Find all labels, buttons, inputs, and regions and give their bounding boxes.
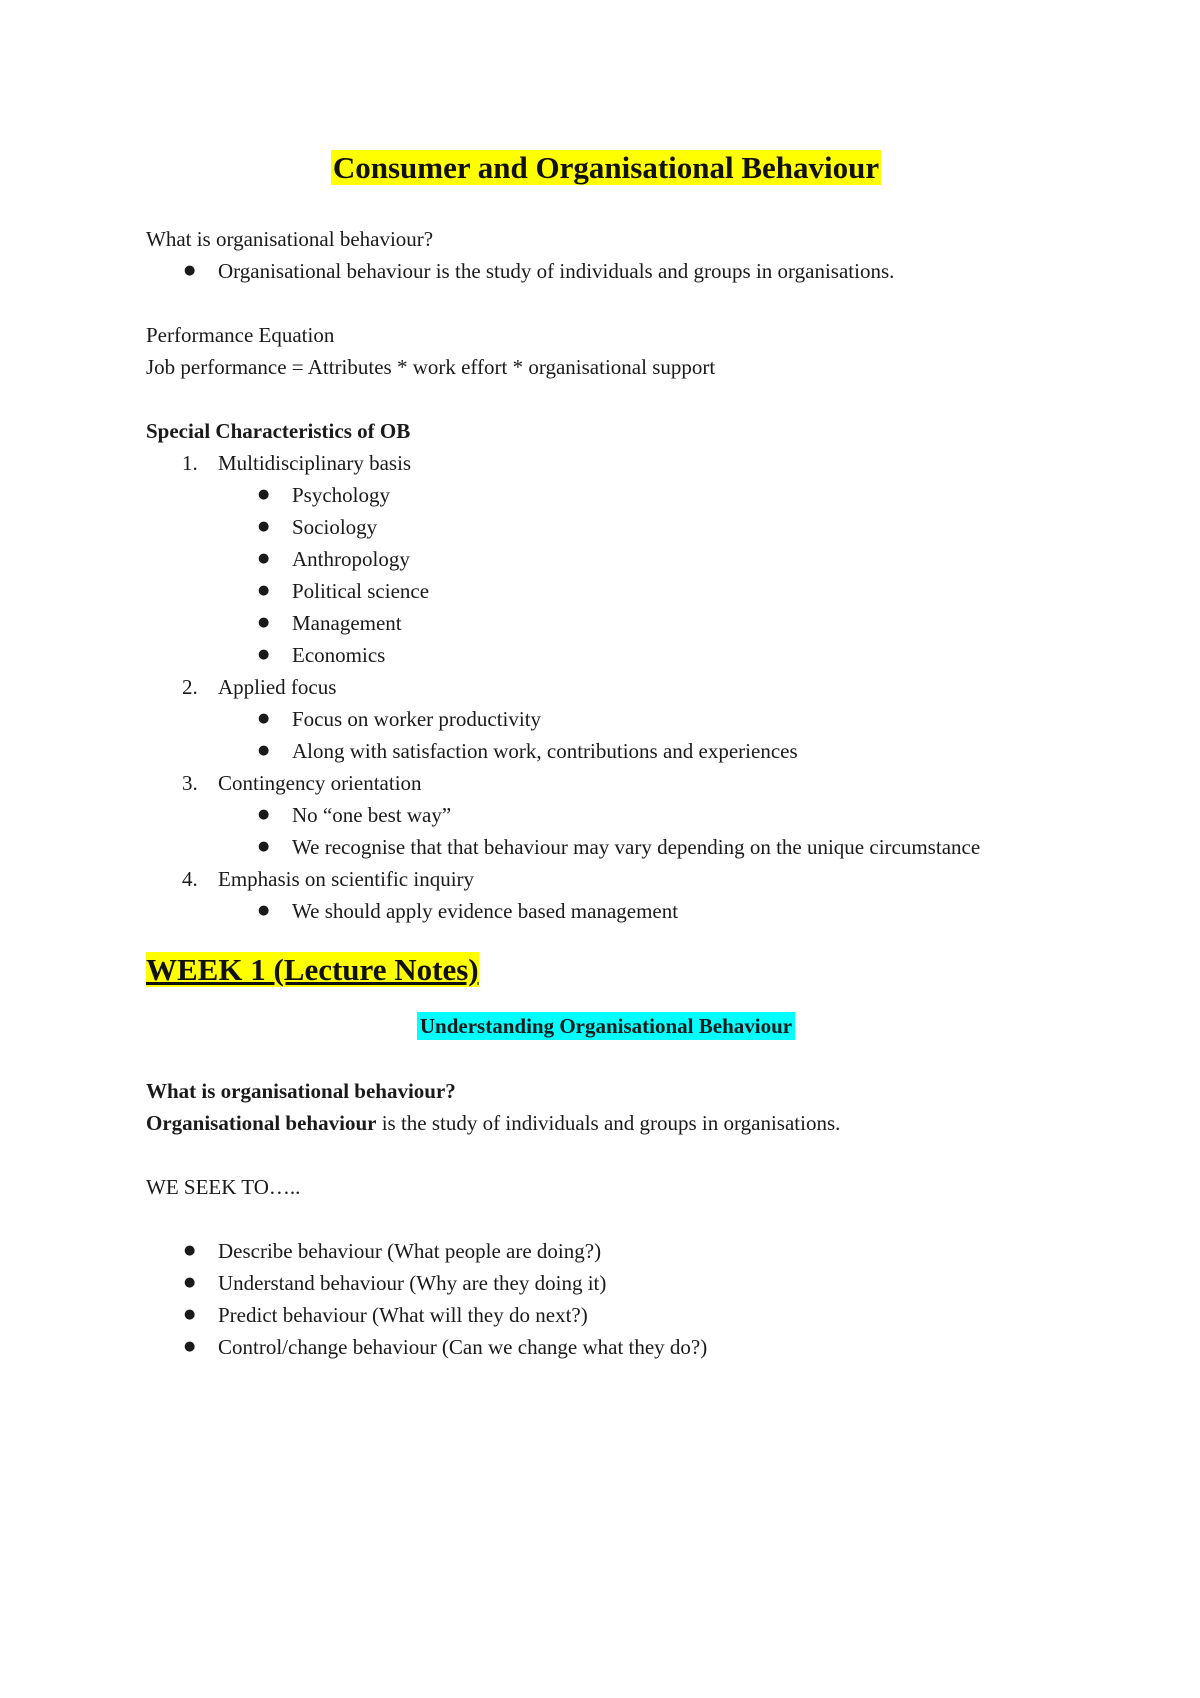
definition-text: is the study of individuals and groups in organisations.	[376, 1111, 841, 1135]
item-label: Contingency orientation	[218, 771, 422, 795]
intro-bullet: ● Organisational behaviour is the study of individuals and groups in organisations.	[146, 255, 1066, 287]
sub-bullet: ● No “one best way”	[146, 799, 1066, 831]
week-heading: WEEK 1 (Lecture Notes)	[146, 952, 479, 987]
item-label: Applied focus	[218, 675, 337, 699]
item-label: Multidisciplinary basis	[218, 451, 412, 475]
special-item	[146, 767, 1066, 799]
sub-bullet: ● We recognise that that behaviour may vary depending on the unique circumstance	[146, 831, 1066, 863]
sub-bullet: ● We should apply evidence based management	[146, 895, 1066, 927]
special-heading: Special Characteristics of OB	[146, 419, 411, 443]
item-label: Emphasis on scientific inquiry	[218, 867, 475, 891]
special-item	[146, 863, 1066, 895]
special-item	[146, 447, 1066, 479]
spacer	[146, 191, 1066, 223]
item-number: 1.	[182, 451, 198, 475]
seek-bullet: ● Understand behaviour (Why are they doing it)	[146, 1267, 1066, 1299]
section-subheading: Understanding Organisational Behaviour	[417, 1012, 795, 1040]
sub-bullet: ● Political science	[146, 575, 1066, 607]
seek-bullet: ● Predict behaviour (What will they do next?)	[146, 1299, 1066, 1331]
spacer	[146, 287, 1066, 319]
item-number: 4.	[182, 867, 198, 891]
week-heading-row	[146, 945, 1066, 995]
spacer	[146, 1203, 1066, 1235]
performance-heading: Performance Equation	[146, 323, 335, 347]
document-page	[146, 145, 1066, 1363]
special-item	[146, 671, 1066, 703]
seek-heading: WE SEEK TO…..	[146, 1175, 301, 1199]
seek-bullet: ● Describe behaviour (What people are doing?)	[146, 1235, 1066, 1267]
sub-bullet: ● Economics	[146, 639, 1066, 671]
item-number: 3.	[182, 771, 198, 795]
spacer	[146, 383, 1066, 415]
intro-question: What is organisational behaviour?	[146, 227, 434, 251]
item-number: 2.	[182, 675, 198, 699]
document-title: Consumer and Organisational Behaviour	[332, 150, 880, 185]
sub-bullet: ● Psychology	[146, 479, 1066, 511]
spacer	[146, 1139, 1066, 1171]
sub-bullet: ● Focus on worker productivity	[146, 703, 1066, 735]
definition-term: Organisational behaviour	[146, 1111, 377, 1135]
subheading-row	[146, 1009, 1066, 1043]
intro-bullet-list	[146, 255, 1066, 287]
performance-equation: Job performance = Attributes * work effort * organisational support	[146, 355, 716, 379]
sub-bullet: ● Along with satisfaction work, contributions and experiences	[146, 735, 1066, 767]
week-definition	[146, 1107, 1066, 1139]
seek-bullet-list	[146, 1235, 1066, 1363]
sub-bullet: ● Management	[146, 607, 1066, 639]
special-list	[146, 447, 1066, 927]
sub-bullet: ● Anthropology	[146, 543, 1066, 575]
seek-bullet: ● Control/change behaviour (Can we change what they do?)	[146, 1331, 1066, 1363]
title-row	[146, 145, 1066, 191]
sub-bullet: ● Sociology	[146, 511, 1066, 543]
spacer	[146, 1043, 1066, 1075]
week-question: What is organisational behaviour?	[146, 1079, 456, 1103]
